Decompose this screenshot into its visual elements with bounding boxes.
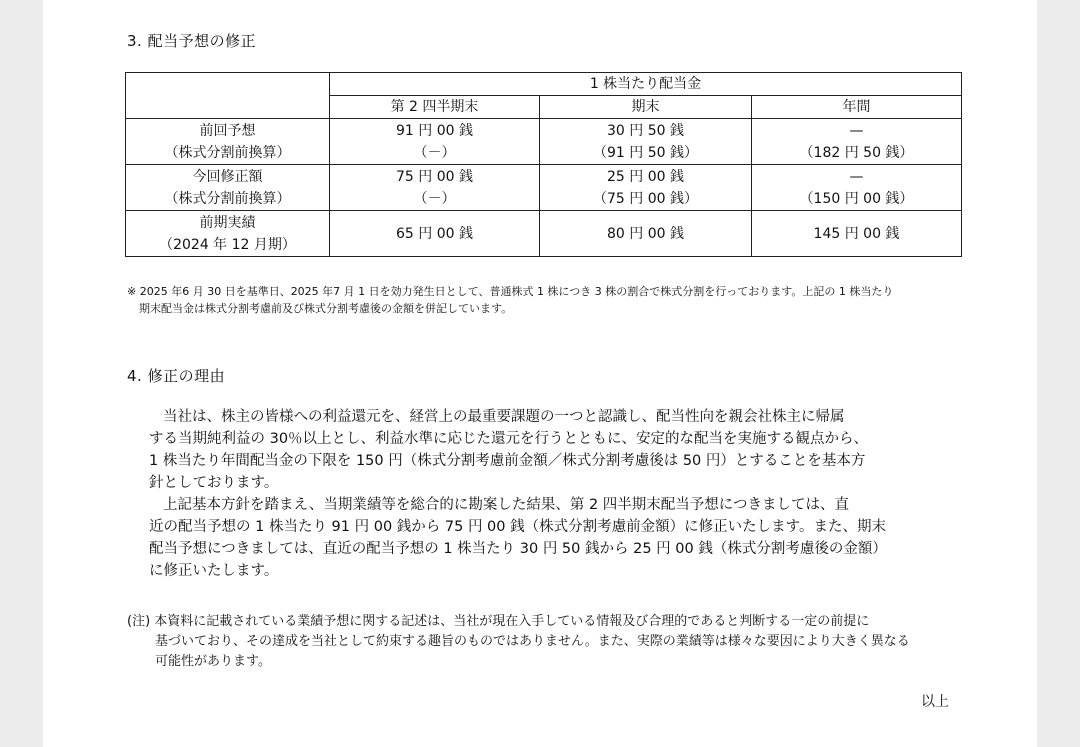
table-cell: 65 円 00 銭 bbox=[330, 211, 540, 257]
forward-looking-disclaimer: (注) 本資料に記載されている業績予想に関する記述は、当社が現在入手している情報及び合理的であると判断する一定の前提に 基づいており、その達成を当社として約束する趣旨のものではありません。また、実際の業績等は様々な要因により大きく異なる 可能性があります。 bbox=[127, 614, 910, 669]
table-cell: — （150 円 00 銭） bbox=[752, 165, 962, 211]
table-corner-cell bbox=[126, 73, 330, 119]
table-row bbox=[126, 165, 962, 211]
row-label: 今回修正額 （株式分割前換算） bbox=[126, 165, 330, 211]
reason-paragraph-1: 当社は、株主の皆様への利益還元を、経営上の最重要課題の一つと認識し、配当性向を親会社株主に帰属 する当期純利益の 30％以上とし、利益水準に応じた還元を行うとともに、安定的な配当を実施する観点から、 1 株当たり年間配当金の下限を 150 円（株式分割考慮前金額／株式分割考慮後は 50 円）とすることを基本方 針としております。 bbox=[149, 409, 869, 491]
table-cell: 75 円 00 銭 （－） bbox=[330, 165, 540, 211]
reason-paragraph-2: 上記基本方針を踏まえ、当期業績等を総合的に勘案した結果、第 2 四半期末配当予想につきましては、直 近の配当予想の 1 株当たり 91 円 00 銭から 75 円 00 銭（株式分割考慮前金額）に修正いたします。また、期末 配当予想につきましては、直近の配当予想の 1 株当たり 30 円 50 銭から 25 円 00 銭（株式分割考慮後の金額） に修正いたします。 bbox=[149, 497, 887, 579]
row-label: 前期実績 （2024 年 12 月期） bbox=[126, 211, 330, 257]
column-header-q2: 第 2 四半期末 bbox=[330, 96, 540, 119]
table-cell: — （182 円 50 銭） bbox=[752, 119, 962, 165]
document-page bbox=[43, 0, 1037, 747]
column-header-year-end: 期末 bbox=[540, 96, 752, 119]
column-header-annual: 年間 bbox=[752, 96, 962, 119]
header-group-cell: 1 株当たり配当金 bbox=[330, 73, 962, 96]
dividend-forecast-table bbox=[125, 72, 962, 257]
section-3-title: 3. 配当予想の修正 bbox=[127, 32, 257, 50]
table-row bbox=[126, 119, 962, 165]
table-cell: 91 円 00 銭 （－） bbox=[330, 119, 540, 165]
table-cell: 30 円 50 銭 （91 円 50 銭） bbox=[540, 119, 752, 165]
closing-mark: 以上 bbox=[921, 694, 949, 710]
table-cell: 80 円 00 銭 bbox=[540, 211, 752, 257]
section-4-title: 4. 修正の理由 bbox=[127, 367, 226, 385]
row-label: 前回予想 （株式分割前換算） bbox=[126, 119, 330, 165]
note-line: ※ 2025 年6 月 30 日を基準日、2025 年7 月 1 日を効力発生日として、普通株式 1 株につき 3 株の割合で株式分割を行っております。上記の 1 株当たり bbox=[127, 285, 894, 298]
stock-split-note bbox=[127, 283, 963, 317]
table-row bbox=[126, 211, 962, 257]
table-cell: 25 円 00 銭 （75 円 00 銭） bbox=[540, 165, 752, 211]
table-cell: 145 円 00 銭 bbox=[752, 211, 962, 257]
note-line: 期末配当金は株式分割考慮前及び株式分割考慮後の金額を併記しています。 bbox=[139, 302, 513, 315]
